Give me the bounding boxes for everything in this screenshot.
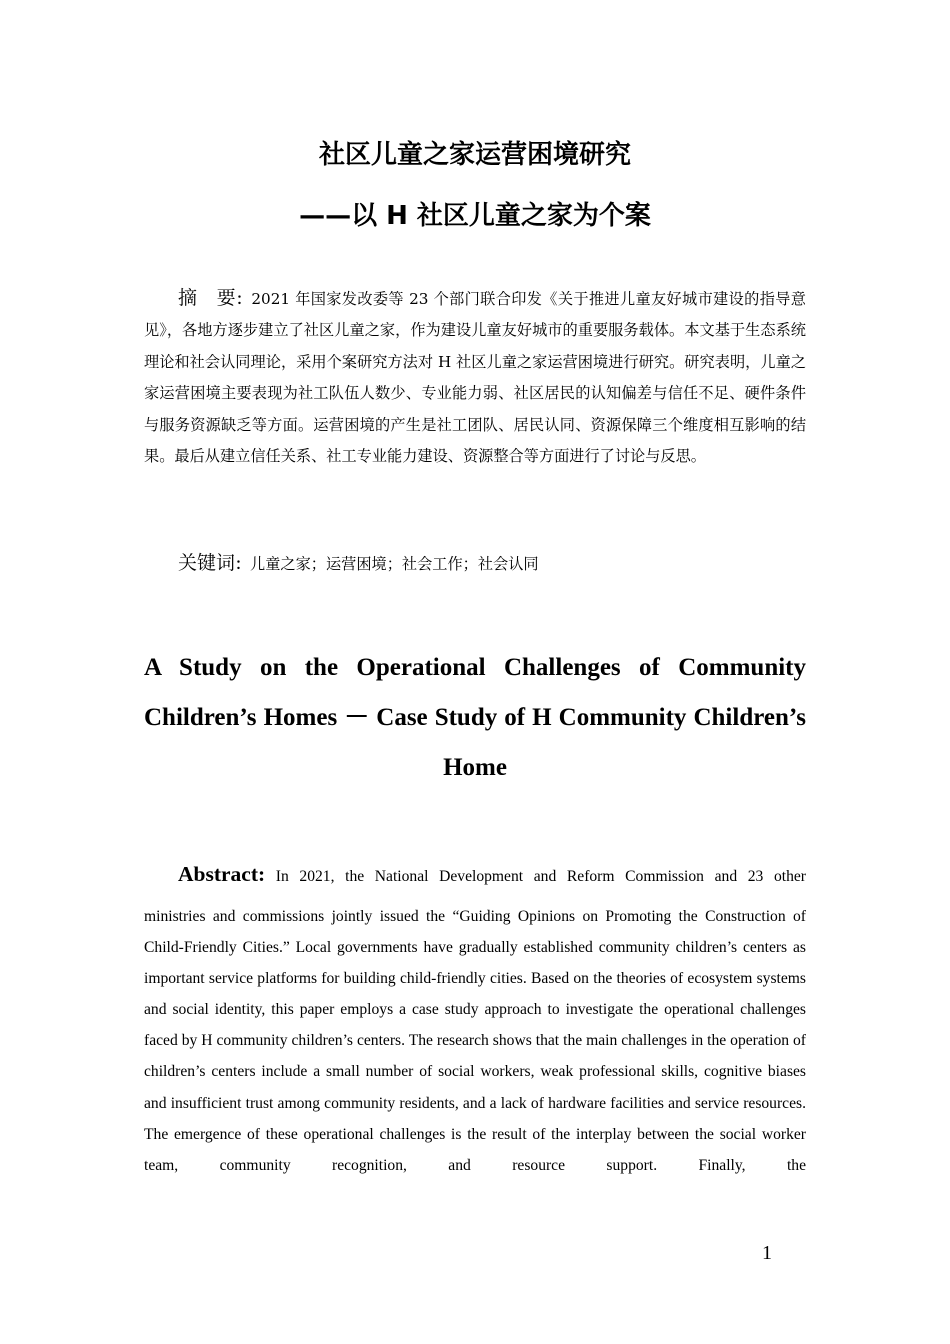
page-number: 1 <box>762 1242 772 1264</box>
chinese-keywords <box>178 548 818 579</box>
chinese-abstract <box>144 283 806 472</box>
english-abstract-text: ministries and commissions jointly issued the “Guiding Opinions on Promoting the Construction of Child-Friendly Cities.” Local governments have gradually established community children’s centers as important service platforms for building child-friendly cities. Based on the theories of ecosystem systems and social identity, this paper employs a case study approach to investigate the operational challenges faced by H community children’s centers. The research shows that the main challenges in the operation of children’s centers include a small number of social workers, weak professional skills, cognitive biases and insufficient trust among community residents, and a lack of hardware facilities and service resources. The emergence of these operational challenges is the result of the interplay between the social worker team, community recognition, and resource support. Finally, the <box>144 908 806 1174</box>
chinese-subtitle: ——以 H 社区儿童之家为个案 <box>299 201 651 231</box>
english-abstract-first-text: In 2021, the National Development and Reform Commission and 23 other <box>275 868 806 885</box>
chinese-abstract-label: 摘 要 <box>178 287 237 309</box>
keywords-text: 儿童之家；运营困境；社会工作；社会认同 <box>250 555 539 573</box>
chinese-abstract-paragraph <box>144 283 806 472</box>
english-abstract-first-line <box>144 857 806 894</box>
english-title: A Study on the Operational Challenges of Community Children’s Homes － Case Study of H Community Children’s Home <box>144 654 806 781</box>
keywords-label: 关键词 <box>178 552 236 574</box>
chinese-abstract-colon: ： <box>236 290 252 308</box>
english-abstract-label: Abstract: <box>178 862 266 886</box>
chinese-title: 社区儿童之家运营困境研究 <box>318 140 631 170</box>
english-abstract <box>144 857 806 1181</box>
keywords-colon: ： <box>235 555 251 573</box>
chinese-abstract-text: 2021 年国家发改委等 23 个部门联合印发《关于推进儿童友好城市建设的指导意见》，各地方逐步建立了社区儿童之家，作为建设儿童友好城市的重要服务载体。本文基于生态系统理论和社会认同理论，采用个案研究方法对 H 社区儿童之家运营困境进行研究。研究表明，儿童之家运营困境主要表现为社工队伍人数少、专业能力弱、社区居民的认知偏差与信任不足、硬件条件与服务资源缺乏等方面。运营困境的产生是社工团队、居民认同、资源保障三个维度相互影响的结果。最后从建立信任关系、社工专业能力建设、资源整合等方面进行了讨论与反思。 <box>144 290 806 466</box>
